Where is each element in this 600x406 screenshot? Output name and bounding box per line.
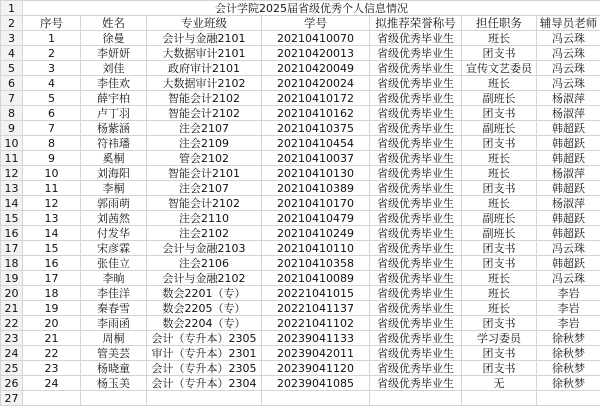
table-cell[interactable]: 奚桐 <box>81 151 147 166</box>
table-cell[interactable]: 徐秋梦 <box>537 331 600 346</box>
table-row <box>1 211 600 226</box>
row-header[interactable]: 21 <box>1 301 23 316</box>
table-cell[interactable]: 宋彦霖 <box>81 241 147 256</box>
table-cell[interactable]: 24 <box>23 376 81 391</box>
table-cell[interactable]: 4 <box>23 76 81 91</box>
table-cell[interactable]: 注会2106 <box>147 256 262 271</box>
table-cell[interactable]: 13 <box>23 211 81 226</box>
table-cell[interactable]: 班长 <box>462 166 537 181</box>
table-cell[interactable]: 16 <box>23 256 81 271</box>
table-cell[interactable]: 刘茜然 <box>81 211 147 226</box>
row-header[interactable]: 1 <box>1 1 23 16</box>
table-row <box>1 271 600 286</box>
table-cell[interactable]: 徐曼 <box>81 31 147 46</box>
table-cell[interactable]: 12 <box>23 196 81 211</box>
row-header[interactable]: 5 <box>1 61 23 76</box>
table-cell[interactable]: 会计（专升本）2305 <box>147 361 262 376</box>
table-cell[interactable]: 副班长 <box>462 226 537 241</box>
table-cell[interactable]: 政府审计2101 <box>147 61 262 76</box>
table-cell[interactable]: 张佳立 <box>81 256 147 271</box>
table-cell[interactable]: 团支书 <box>462 181 537 196</box>
column-header-cell[interactable]: 序号 <box>23 16 81 31</box>
row-header[interactable]: 25 <box>1 361 23 376</box>
table-cell[interactable]: 20221041137 <box>262 301 370 316</box>
table-cell[interactable]: 7 <box>23 121 81 136</box>
table-cell[interactable]: 无 <box>462 376 537 391</box>
table-cell[interactable]: 3 <box>23 61 81 76</box>
row-header[interactable]: 19 <box>1 271 23 286</box>
table-cell[interactable]: 注会2107 <box>147 181 262 196</box>
table-cell[interactable]: 智能会计2102 <box>147 106 262 121</box>
column-header-cell[interactable]: 拟推荐荣誉称号 <box>370 16 462 31</box>
table-cell[interactable]: 20210410162 <box>262 106 370 121</box>
table-cell[interactable]: 9 <box>23 151 81 166</box>
table-cell[interactable]: 省级优秀毕业生 <box>370 181 462 196</box>
table-row <box>1 166 600 181</box>
table-cell[interactable]: 杨晓童 <box>81 361 147 376</box>
table-cell[interactable]: 冯云珠 <box>537 76 600 91</box>
table-cell[interactable]: 省级优秀毕业生 <box>370 331 462 346</box>
table-cell[interactable]: 会计与金融2101 <box>147 31 262 46</box>
table-cell[interactable]: 20221041015 <box>262 286 370 301</box>
column-header-cell[interactable]: 担任职务 <box>462 16 537 31</box>
table-cell[interactable]: 20210410172 <box>262 91 370 106</box>
row-header[interactable]: 18 <box>1 256 23 271</box>
table-cell[interactable]: 会计与金融2102 <box>147 271 262 286</box>
table-cell[interactable]: 杨淑萍 <box>537 91 600 106</box>
empty-row <box>1 391 600 406</box>
table-cell[interactable]: 20210410089 <box>262 271 370 286</box>
row-header[interactable]: 14 <box>1 196 23 211</box>
table-cell[interactable]: 李雨函 <box>81 316 147 331</box>
table-row <box>1 286 600 301</box>
row-header[interactable]: 12 <box>1 166 23 181</box>
table-row <box>1 361 600 376</box>
table-cell[interactable]: 智能会计2102 <box>147 91 262 106</box>
table-cell[interactable]: 会计与金融2103 <box>147 241 262 256</box>
table-cell[interactable]: 20239041120 <box>262 361 370 376</box>
table-cell[interactable]: 李佳欢 <box>81 76 147 91</box>
table-cell[interactable]: 省级优秀毕业生 <box>370 136 462 151</box>
table-cell[interactable]: 注会2110 <box>147 211 262 226</box>
table-cell[interactable]: 团支书 <box>462 361 537 376</box>
table-row <box>1 376 600 391</box>
table-cell[interactable]: 20210420049 <box>262 61 370 76</box>
table-cell[interactable]: 李晌 <box>81 271 147 286</box>
column-header-cell[interactable]: 专业班级 <box>147 16 262 31</box>
table-cell[interactable]: 20210410130 <box>262 166 370 181</box>
table-cell[interactable]: 20210410070 <box>262 31 370 46</box>
table-row <box>1 151 600 166</box>
table-cell[interactable]: 韩超跃 <box>537 211 600 226</box>
row-header[interactable]: 26 <box>1 376 23 391</box>
table-cell[interactable]: 韩超跃 <box>537 151 600 166</box>
table-cell[interactable]: 团支书 <box>462 346 537 361</box>
table-row <box>1 31 600 46</box>
table-cell[interactable]: 11 <box>23 181 81 196</box>
table-cell[interactable]: 20210410454 <box>262 136 370 151</box>
table-cell[interactable]: 杨淑萍 <box>537 106 600 121</box>
table-cell[interactable]: 韩超跃 <box>537 256 600 271</box>
table-cell[interactable]: 20239041133 <box>262 331 370 346</box>
table-cell[interactable]: 韩超跃 <box>537 136 600 151</box>
table-cell[interactable]: 18 <box>23 286 81 301</box>
row-header[interactable]: 2 <box>1 16 23 31</box>
row-header[interactable]: 7 <box>1 91 23 106</box>
table-cell[interactable]: 周桐 <box>81 331 147 346</box>
table-row <box>1 46 600 61</box>
table-cell[interactable]: 团支书 <box>462 316 537 331</box>
table-cell[interactable]: 刘海阳 <box>81 166 147 181</box>
table-cell[interactable]: 20210420013 <box>262 46 370 61</box>
table-cell[interactable]: 省级优秀毕业生 <box>370 376 462 391</box>
table-cell[interactable]: 大数据审计2102 <box>147 76 262 91</box>
table-row <box>1 256 600 271</box>
table-cell[interactable]: 6 <box>23 106 81 121</box>
table-cell[interactable]: 注会2107 <box>147 121 262 136</box>
table-cell[interactable]: 省级优秀毕业生 <box>370 166 462 181</box>
table-cell[interactable]: 20210410249 <box>262 226 370 241</box>
table-cell[interactable]: 数会2204（专） <box>147 316 262 331</box>
table-row <box>1 331 600 346</box>
row-header[interactable]: 15 <box>1 211 23 226</box>
table-cell[interactable]: 省级优秀毕业生 <box>370 91 462 106</box>
table-cell[interactable]: 冯云珠 <box>537 31 600 46</box>
table-cell[interactable]: 1 <box>23 31 81 46</box>
table-cell[interactable]: 杨淑萍 <box>537 166 600 181</box>
empty-cell[interactable] <box>262 391 370 406</box>
table-cell[interactable]: 20210410170 <box>262 196 370 211</box>
row-header[interactable]: 13 <box>1 181 23 196</box>
table-cell[interactable]: 8 <box>23 136 81 151</box>
table-cell[interactable]: 20210410110 <box>262 241 370 256</box>
table-cell[interactable]: 冯云珠 <box>537 241 600 256</box>
title-row <box>1 1 600 16</box>
row-header[interactable]: 27 <box>1 391 23 406</box>
table-cell[interactable]: 杨淑萍 <box>537 196 600 211</box>
table-cell[interactable]: 杨玉美 <box>81 376 147 391</box>
table-cell[interactable]: 团支书 <box>462 256 537 271</box>
row-header[interactable]: 24 <box>1 346 23 361</box>
table-cell[interactable]: 省级优秀毕业生 <box>370 61 462 76</box>
table-cell[interactable]: 徐秋梦 <box>537 346 600 361</box>
table-row <box>1 121 600 136</box>
empty-cell[interactable] <box>537 391 600 406</box>
table-cell[interactable]: 22 <box>23 346 81 361</box>
table-cell[interactable]: 管会2102 <box>147 151 262 166</box>
table-cell[interactable]: 薛宇柏 <box>81 91 147 106</box>
table-cell[interactable]: 省级优秀毕业生 <box>370 151 462 166</box>
table-cell[interactable]: 符祎璠 <box>81 136 147 151</box>
table-cell[interactable]: 2 <box>23 46 81 61</box>
table-cell[interactable]: 省级优秀毕业生 <box>370 46 462 61</box>
table-cell[interactable]: 团支书 <box>462 136 537 151</box>
table-row <box>1 106 600 121</box>
table-cell[interactable]: 审计（专升本）2301 <box>147 346 262 361</box>
table-cell[interactable]: 15 <box>23 241 81 256</box>
table-cell[interactable]: 数会2201（专） <box>147 286 262 301</box>
table-cell[interactable]: 智能会计2102 <box>147 196 262 211</box>
table-cell[interactable]: 副班长 <box>462 211 537 226</box>
table-cell[interactable]: 20239042011 <box>262 346 370 361</box>
table-cell[interactable]: 20221041102 <box>262 316 370 331</box>
row-header[interactable]: 22 <box>1 316 23 331</box>
row-header[interactable]: 8 <box>1 106 23 121</box>
table-cell[interactable]: 李岩 <box>537 286 600 301</box>
table-cell[interactable]: 李佳洋 <box>81 286 147 301</box>
table-row <box>1 196 600 211</box>
table-cell[interactable]: 副班长 <box>462 121 537 136</box>
table-cell[interactable]: 20210410358 <box>262 256 370 271</box>
table-cell[interactable]: 班长 <box>462 301 537 316</box>
table-cell[interactable]: 卢丁羽 <box>81 106 147 121</box>
table-cell[interactable]: 李妍妍 <box>81 46 147 61</box>
table-row <box>1 346 600 361</box>
table-cell[interactable]: 20 <box>23 316 81 331</box>
table-cell[interactable]: 20210410389 <box>262 181 370 196</box>
table-row <box>1 181 600 196</box>
table-cell[interactable]: 20239041085 <box>262 376 370 391</box>
column-header-cell[interactable]: 学号 <box>262 16 370 31</box>
table-cell[interactable]: 省级优秀毕业生 <box>370 286 462 301</box>
table-cell[interactable]: 省级优秀毕业生 <box>370 241 462 256</box>
row-header[interactable]: 11 <box>1 151 23 166</box>
table-cell[interactable]: 徐秋梦 <box>537 361 600 376</box>
table-cell[interactable]: 团支书 <box>462 106 537 121</box>
empty-cell[interactable] <box>370 391 462 406</box>
table-cell[interactable]: 韩超跃 <box>537 226 600 241</box>
table-cell[interactable]: 韩超跃 <box>537 181 600 196</box>
table-cell[interactable]: 管美芸 <box>81 346 147 361</box>
row-header[interactable]: 9 <box>1 121 23 136</box>
row-header[interactable]: 4 <box>1 46 23 61</box>
table-cell[interactable]: 23 <box>23 361 81 376</box>
table-cell[interactable]: 省级优秀毕业生 <box>370 226 462 241</box>
table-cell[interactable]: 班长 <box>462 151 537 166</box>
table-cell[interactable]: 20210420024 <box>262 76 370 91</box>
row-header[interactable]: 23 <box>1 331 23 346</box>
table-cell[interactable]: 5 <box>23 91 81 106</box>
table-cell[interactable]: 李桐 <box>81 181 147 196</box>
table-row <box>1 76 600 91</box>
empty-cell[interactable] <box>147 391 262 406</box>
table-cell[interactable]: 班长 <box>462 31 537 46</box>
table-cell[interactable]: 副班长 <box>462 91 537 106</box>
table-cell[interactable]: 省级优秀毕业生 <box>370 211 462 226</box>
table-cell[interactable]: 杨紫涵 <box>81 121 147 136</box>
table-cell[interactable]: 19 <box>23 301 81 316</box>
row-header[interactable]: 20 <box>1 286 23 301</box>
table-cell[interactable]: 刘佳 <box>81 61 147 76</box>
table-cell[interactable]: 郭雨萌 <box>81 196 147 211</box>
table-cell[interactable]: 省级优秀毕业生 <box>370 301 462 316</box>
table-cell[interactable]: 宣传文艺委员 <box>462 61 537 76</box>
table-cell[interactable]: 省级优秀毕业生 <box>370 271 462 286</box>
table-cell[interactable]: 20210410037 <box>262 151 370 166</box>
table-cell[interactable]: 班长 <box>462 76 537 91</box>
table-cell[interactable]: 10 <box>23 166 81 181</box>
row-header[interactable]: 10 <box>1 136 23 151</box>
table-cell[interactable]: 冯云珠 <box>537 61 600 76</box>
table-row <box>1 61 600 76</box>
table-cell[interactable]: 省级优秀毕业生 <box>370 256 462 271</box>
table-cell[interactable]: 省级优秀毕业生 <box>370 346 462 361</box>
table-cell[interactable]: 大数据审计2101 <box>147 46 262 61</box>
table-cell[interactable]: 班长 <box>462 286 537 301</box>
table-cell[interactable]: 会计（专升本）2305 <box>147 331 262 346</box>
table-cell[interactable]: 省级优秀毕业生 <box>370 106 462 121</box>
table-cell[interactable]: 省级优秀毕业生 <box>370 121 462 136</box>
empty-cell[interactable] <box>23 391 81 406</box>
table-cell[interactable]: 数会2205（专） <box>147 301 262 316</box>
empty-cell[interactable] <box>462 391 537 406</box>
row-header[interactable]: 6 <box>1 76 23 91</box>
column-header-cell[interactable]: 辅导员老师 <box>537 16 600 31</box>
row-header[interactable]: 17 <box>1 241 23 256</box>
table-row <box>1 316 600 331</box>
column-header-cell[interactable]: 姓名 <box>81 16 147 31</box>
table-row <box>1 226 600 241</box>
table-row <box>1 241 600 256</box>
table-cell[interactable]: 17 <box>23 271 81 286</box>
table-cell[interactable]: 省级优秀毕业生 <box>370 361 462 376</box>
table-cell[interactable]: 团支书 <box>462 46 537 61</box>
table-cell[interactable]: 20210410375 <box>262 121 370 136</box>
row-header[interactable]: 3 <box>1 31 23 46</box>
table-row <box>1 136 600 151</box>
table-cell[interactable]: 冯云珠 <box>537 46 600 61</box>
table-cell[interactable]: 冯云珠 <box>537 271 600 286</box>
table-cell[interactable]: 会计（专升本）2304 <box>147 376 262 391</box>
table-cell[interactable]: 智能会计2101 <box>147 166 262 181</box>
table-cell[interactable]: 李岩 <box>537 301 600 316</box>
table-cell[interactable]: 班长 <box>462 271 537 286</box>
table-cell[interactable]: 省级优秀毕业生 <box>370 31 462 46</box>
empty-cell[interactable] <box>81 391 147 406</box>
table-cell[interactable]: 付发华 <box>81 226 147 241</box>
table-cell[interactable]: 李岩 <box>537 316 600 331</box>
table-cell[interactable]: 省级优秀毕业生 <box>370 196 462 211</box>
table-cell[interactable]: 省级优秀毕业生 <box>370 76 462 91</box>
table-cell[interactable]: 注会2109 <box>147 136 262 151</box>
table-cell[interactable]: 省级优秀毕业生 <box>370 316 462 331</box>
table-cell[interactable]: 班长 <box>462 196 537 211</box>
table-cell[interactable]: 秦春雪 <box>81 301 147 316</box>
table-cell[interactable]: 20210410479 <box>262 211 370 226</box>
header-row <box>1 16 600 31</box>
table-cell[interactable]: 徐秋梦 <box>537 376 600 391</box>
table-cell[interactable]: 团支书 <box>462 241 537 256</box>
table-row <box>1 301 600 316</box>
table-cell[interactable]: 21 <box>23 331 81 346</box>
sheet-title[interactable]: 会计学院2025届省级优秀个人信息情况 <box>23 1 600 16</box>
table-cell[interactable]: 学习委员 <box>462 331 537 346</box>
table-cell[interactable]: 14 <box>23 226 81 241</box>
row-header[interactable]: 16 <box>1 226 23 241</box>
table-row <box>1 91 600 106</box>
table-cell[interactable]: 注会2102 <box>147 226 262 241</box>
table-cell[interactable]: 韩超跃 <box>537 121 600 136</box>
